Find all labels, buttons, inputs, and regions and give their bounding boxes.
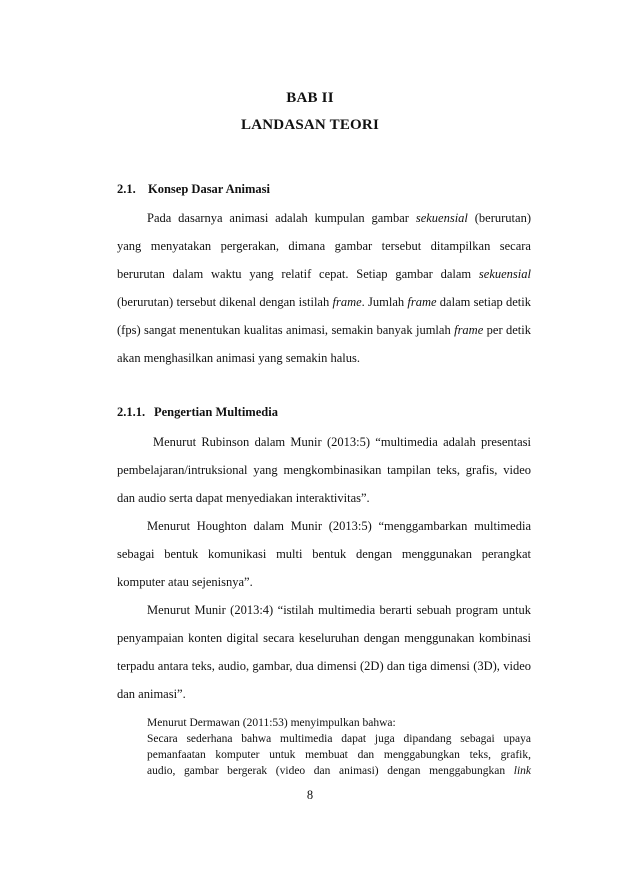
section-2-1-line-2: yang menyatakan pergerakan, dimana gambar tersebut ditampilkan secara <box>117 239 531 253</box>
section-2-1-title: Konsep Dasar Animasi <box>148 182 271 196</box>
paragraph-2-line-2: sebagai bentuk komunikasi multi bentuk dengan menggunakan perangkat <box>117 547 531 561</box>
section-2-1-1-title: Pengertian Multimedia <box>154 405 278 419</box>
paragraph-3-line-1: Menurut Munir (2013:4) “istilah multimedia berarti sebuah program untuk <box>147 603 531 617</box>
quote-intro: Menurut Dermawan (2011:53) menyimpulkan bahwa: <box>147 717 396 729</box>
section-2-1-line-3: berurutan dalam waktu yang relatif cepat. Setiap gambar dalam sekuensial <box>117 267 531 281</box>
paragraph-1-line-1: Menurut Rubinson dalam Munir (2013:5) “multimedia adalah presentasi <box>153 435 531 449</box>
paragraph-2-line-1: Menurut Houghton dalam Munir (2013:5) “menggambarkan multimedia <box>147 519 531 533</box>
paragraph-1-line-2: pembelajaran/intruksional yang mengkombinasikan tampilan teks, grafis, video <box>117 463 531 477</box>
section-2-1-line-4: (berurutan) tersebut dikenal dengan istilah frame. Jumlah frame dalam setiap detik <box>117 295 532 309</box>
quote-line-3: audio, gambar bergerak (video dan animasi) dengan menggabungkan link <box>147 765 531 777</box>
quote-line-2: pemanfaatan komputer untuk membuat dan menggabungkan teks, grafik, <box>147 749 531 761</box>
page-number: 8 <box>306 788 314 802</box>
section-2-1-number: 2.1. <box>117 182 136 196</box>
paragraph-2-line-3: komputer atau sejenisnya”. <box>117 575 253 589</box>
paragraph-1-line-3: dan audio serta dapat menyediakan interaktivitas”. <box>117 491 370 505</box>
paragraph-3-line-4: dan animasi”. <box>117 687 186 701</box>
chapter-number: BAB II <box>286 90 334 106</box>
section-2-1-line-6: akan menghasilkan animasi yang semakin halus. <box>117 351 360 365</box>
section-2-1-1-heading <box>117 405 278 420</box>
chapter-title: LANDASAN TEORI <box>241 117 379 133</box>
paragraph-3-line-3: terpadu antara teks, audio, gambar, dua dimensi (2D) dan tiga dimensi (3D), video <box>117 659 531 673</box>
section-2-1-line-1: Pada dasarnya animasi adalah kumpulan gambar sekuensial (berurutan) <box>147 211 531 225</box>
quote-line-1: Secara sederhana bahwa multimedia dapat juga dipandang sebagai upaya <box>147 733 531 745</box>
section-2-1-heading <box>117 182 270 197</box>
paragraph-3-line-2: penyampaian konten digital secara keseluruhan dengan menggunakan kombinasi <box>117 631 531 645</box>
section-2-1-line-5: (fps) sangat menentukan kualitas animasi, semakin banyak jumlah frame per detik <box>117 323 531 337</box>
section-2-1-1-number: 2.1.1. <box>117 405 146 419</box>
